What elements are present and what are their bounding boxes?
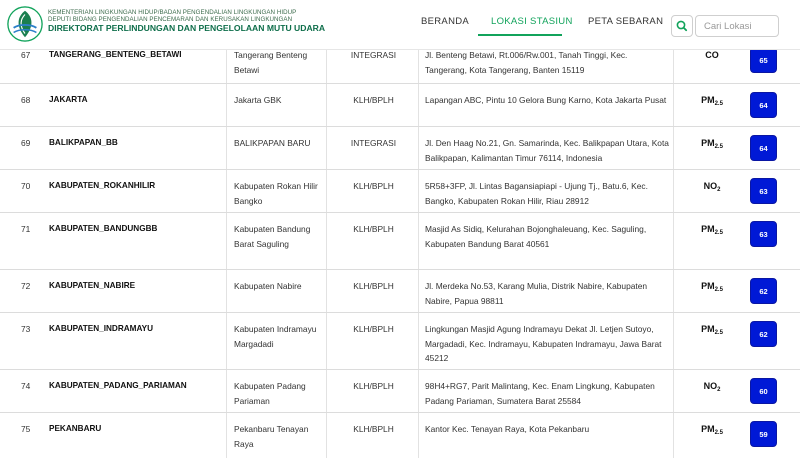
station-network: KLH/BPLH <box>353 224 394 234</box>
row-number: 68 <box>21 95 31 105</box>
row-number: 71 <box>21 224 31 234</box>
org-line-3: DIREKTORAT PERLINDUNGAN DAN PENGELOLAAN MUTU UDARA <box>48 23 326 34</box>
dominant-parameter: $PM_{2.5}$ <box>701 224 723 236</box>
station-location: Kabupaten Padang Pariaman <box>234 381 306 406</box>
station-name: PEKANBARU <box>49 424 102 433</box>
organization-title <box>48 10 325 33</box>
nav-lokasi-stasiun[interactable]: LOKASI STASIUN <box>491 16 573 27</box>
station-network: KLH/BPLH <box>353 424 394 434</box>
ispu-index-badge[interactable]: 60 <box>750 378 777 404</box>
row-number: 70 <box>21 181 31 191</box>
nav-peta-sebaran[interactable]: PETA SEBARAN <box>588 16 664 27</box>
table-row <box>0 313 800 370</box>
row-number: 74 <box>21 381 31 391</box>
station-address: Masjid As Sidiq, Kelurahan Bojonghaleuang, Kec. Saguling, Kabupaten Bandung Barat 40561 <box>425 224 647 249</box>
ispu-index-badge[interactable]: 64 <box>750 135 777 161</box>
ispu-index-badge[interactable]: 65 <box>750 47 777 73</box>
table-row <box>0 370 800 413</box>
dominant-parameter: CO <box>705 50 719 60</box>
dominant-parameter: $PM_{2.5}$ <box>701 138 723 150</box>
ispu-index-badge[interactable]: 62 <box>750 278 777 304</box>
station-address: Jl. Benteng Betawi, Rt.006/Rw.001, Tanah Tinggi, Kec. Tangerang, Kota Tangerang, Banten 15119 <box>425 50 628 75</box>
station-network: KLH/BPLH <box>353 95 394 105</box>
dominant-parameter: $PM_{2.5}$ <box>701 281 723 293</box>
active-nav-indicator <box>478 34 562 36</box>
row-number: 67 <box>21 50 31 60</box>
station-network: INTEGRASI <box>350 50 397 60</box>
station-network: INTEGRASI <box>350 138 397 148</box>
station-address: Kantor Kec. Tenayan Raya, Kota Pekanbaru <box>425 424 590 434</box>
search-input[interactable] <box>695 15 779 37</box>
ministry-logo-icon[interactable] <box>6 5 44 43</box>
ispu-index-badge[interactable]: 63 <box>750 221 777 247</box>
ispu-index-badge[interactable]: 62 <box>750 321 777 347</box>
table-row <box>0 84 800 127</box>
station-location: Kabupaten Nabire <box>234 281 302 291</box>
table-row <box>0 270 800 313</box>
station-name: KABUPATEN_ROKANHILIR <box>49 181 156 190</box>
station-location: Pekanbaru Tenayan Raya <box>234 424 309 449</box>
ispu-index-badge[interactable]: 63 <box>750 178 777 204</box>
station-name: JAKARTA <box>49 95 88 104</box>
station-location: BALIKPAPAN BARU <box>234 138 311 148</box>
station-location: Kabupaten Rokan Hilir Bangko <box>234 181 318 206</box>
org-line-2: DEPUTI BIDANG PENGENDALIAN PENCEMARAN DAN KERUSAKAN LINGKUNGAN <box>48 16 293 24</box>
table-row <box>0 127 800 170</box>
station-network: KLH/BPLH <box>353 381 394 391</box>
station-address: Lapangan ABC, Pintu 10 Gelora Bung Karno, Kota Jakarta Pusat <box>425 95 667 105</box>
station-address: Lingkungan Masjid Agung Indramayu Dekat Jl. Letjen Sutoyo, Margadadi, Kec. Indramayu, Kabupaten Indramayu, Jawa Barat 45212 <box>425 324 662 363</box>
row-number: 69 <box>21 138 31 148</box>
row-number: 75 <box>21 424 31 434</box>
row-number: 72 <box>21 281 31 291</box>
station-address: 98H4+RG7, Parit Malintang, Kec. Enam Lingkung, Kabupaten Padang Pariaman, Sumatera Barat 25584 <box>425 381 655 406</box>
station-location: Tangerang Benteng Betawi <box>234 50 308 75</box>
station-name: TANGERANG_BENTENG_BETAWI <box>49 50 182 59</box>
station-name: KABUPATEN_NABIRE <box>49 281 136 290</box>
station-address: Jl. Den Haag No.21, Gn. Samarinda, Kec. Balikpapan Utara, Kota Balikpapan, Kalimantan Timur 76114, Indonesia <box>425 138 669 163</box>
station-address: 5R58+3FP, Jl. Lintas Bagansiapiapi - Ujung Tj., Batu.6, Kec. Bangko, Kabupaten Rokan Hilir, Riau 28912 <box>425 181 648 206</box>
station-network: KLH/BPLH <box>353 281 394 291</box>
dominant-parameter: $PM_{2.5}$ <box>701 324 723 336</box>
ispu-index-badge[interactable]: 59 <box>750 421 777 447</box>
table-row <box>0 170 800 213</box>
org-line-1: KEMENTERIAN LINGKUNGAN HIDUP/BADAN PENGENDALIAN LINGKUNGAN HIDUP <box>48 9 297 16</box>
top-header <box>0 0 800 50</box>
table-row <box>0 213 800 270</box>
station-name: BALIKPAPAN_BB <box>49 138 118 147</box>
table-row <box>0 413 800 458</box>
dominant-parameter: $PM_{2.5}$ <box>701 95 723 107</box>
station-network: KLH/BPLH <box>353 324 394 334</box>
station-location: Jakarta GBK <box>234 95 282 105</box>
station-network: KLH/BPLH <box>353 181 394 191</box>
ispu-index-badge[interactable]: 64 <box>750 92 777 118</box>
station-location: Kabupaten Indramayu Margadadi <box>234 324 317 349</box>
station-name: KABUPATEN_BANDUNGBB <box>49 224 158 233</box>
station-location: Kabupaten Bandung Barat Saguling <box>234 224 311 249</box>
dominant-parameter: $NO_2$ <box>703 381 721 393</box>
search-button[interactable] <box>671 15 693 37</box>
station-name: KABUPATEN_INDRAMAYU <box>49 324 154 333</box>
search-icon <box>672 16 692 36</box>
dominant-parameter: $PM_{2.5}$ <box>701 424 723 436</box>
station-name: KABUPATEN_PADANG_PARIAMAN <box>49 381 187 390</box>
dominant-parameter: $NO_2$ <box>703 181 721 193</box>
station-address: Jl. Merdeka No.53, Karang Mulia, Distrik Nabire, Kabupaten Nabire, Papua 98811 <box>425 281 648 306</box>
nav-beranda[interactable]: BERANDA <box>421 16 470 27</box>
row-number: 73 <box>21 324 31 334</box>
